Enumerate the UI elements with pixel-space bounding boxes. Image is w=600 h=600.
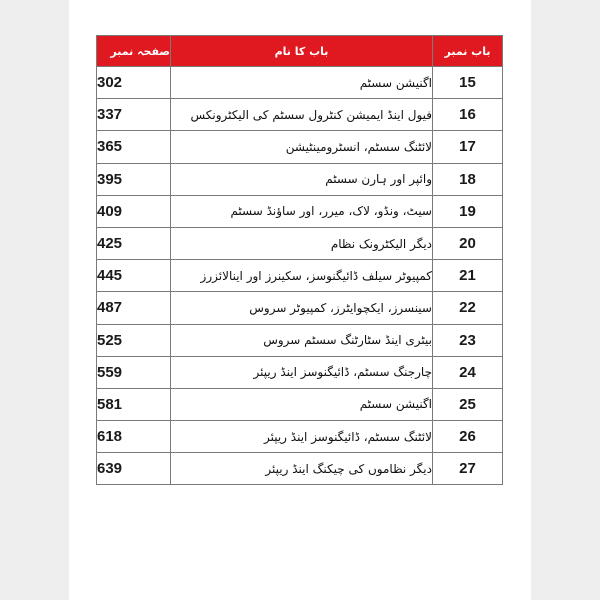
chapter-number-cell: 25	[433, 388, 503, 420]
chapter-title-cell: فیول اینڈ ایمیشن کنٹرول سسٹم کی الیکٹرونکس	[171, 99, 433, 131]
page-number-cell: 559	[97, 356, 171, 388]
chapter-number-cell: 20	[433, 227, 503, 259]
page-number-cell: 445	[97, 260, 171, 292]
table-of-contents	[96, 35, 503, 485]
table-row	[97, 356, 503, 388]
chapter-number-cell: 26	[433, 421, 503, 453]
table-row	[97, 131, 503, 163]
page-number-cell: 581	[97, 388, 171, 420]
table-row	[97, 453, 503, 485]
table-row	[97, 421, 503, 453]
table-header-row	[97, 36, 503, 67]
chapter-title-cell: کمپیوٹر سیلف ڈائیگنوسز، سکینرز اور اینالائزرز	[171, 260, 433, 292]
page-number-cell: 337	[97, 99, 171, 131]
chapter-number-cell: 23	[433, 324, 503, 356]
chapter-title-cell: دیگر الیکٹرونک نظام	[171, 227, 433, 259]
chapter-title-cell: چارجنگ سسٹم، ڈائیگنوسز اینڈ ریپئر	[171, 356, 433, 388]
chapter-number-cell: 18	[433, 163, 503, 195]
chapter-title-cell: لائٹنگ سسٹم، انسٹرومینٹیشن	[171, 131, 433, 163]
chapter-title-cell: وائپر اور ہارن سسٹم	[171, 163, 433, 195]
chapter-title-cell: لائٹنگ سسٹم، ڈائیگنوسز اینڈ ریپئر	[171, 421, 433, 453]
header-chapter-number: باب نمبر	[433, 36, 503, 67]
chapter-title-cell: سینسرز، ایکچوایٹرز، کمپیوٹر سروس	[171, 292, 433, 324]
table-row	[97, 227, 503, 259]
page-number-cell: 365	[97, 131, 171, 163]
header-chapter-name: باب کا نام	[171, 36, 433, 67]
table-row	[97, 260, 503, 292]
chapter-title-cell: دیگر نظاموں کی چیکنگ اینڈ ریپئر	[171, 453, 433, 485]
page-number-cell: 618	[97, 421, 171, 453]
table-row	[97, 195, 503, 227]
chapter-number-cell: 24	[433, 356, 503, 388]
page-number-cell: 395	[97, 163, 171, 195]
chapter-number-cell: 16	[433, 99, 503, 131]
page-number-cell: 302	[97, 67, 171, 99]
table-row	[97, 292, 503, 324]
chapter-title-cell: اگنیشن سسٹم	[171, 67, 433, 99]
chapter-title-cell: اگنیشن سسٹم	[171, 388, 433, 420]
page-number-cell: 525	[97, 324, 171, 356]
chapter-number-cell: 27	[433, 453, 503, 485]
chapter-title-cell: بیٹری اینڈ سٹارٹنگ سسٹم سروس	[171, 324, 433, 356]
page-number-cell: 487	[97, 292, 171, 324]
chapter-number-cell: 15	[433, 67, 503, 99]
table-row	[97, 67, 503, 99]
table-row	[97, 324, 503, 356]
page-number-cell: 409	[97, 195, 171, 227]
chapter-number-cell: 17	[433, 131, 503, 163]
page-number-cell: 425	[97, 227, 171, 259]
page-number-cell: 639	[97, 453, 171, 485]
header-page-number: صفحہ نمبر	[97, 36, 171, 67]
chapter-title-cell: سیٹ، ونڈو، لاک، میرر، اور ساؤنڈ سسٹم	[171, 195, 433, 227]
table-row	[97, 99, 503, 131]
chapter-number-cell: 19	[433, 195, 503, 227]
table-row	[97, 388, 503, 420]
chapter-number-cell: 21	[433, 260, 503, 292]
chapter-number-cell: 22	[433, 292, 503, 324]
table-row	[97, 163, 503, 195]
